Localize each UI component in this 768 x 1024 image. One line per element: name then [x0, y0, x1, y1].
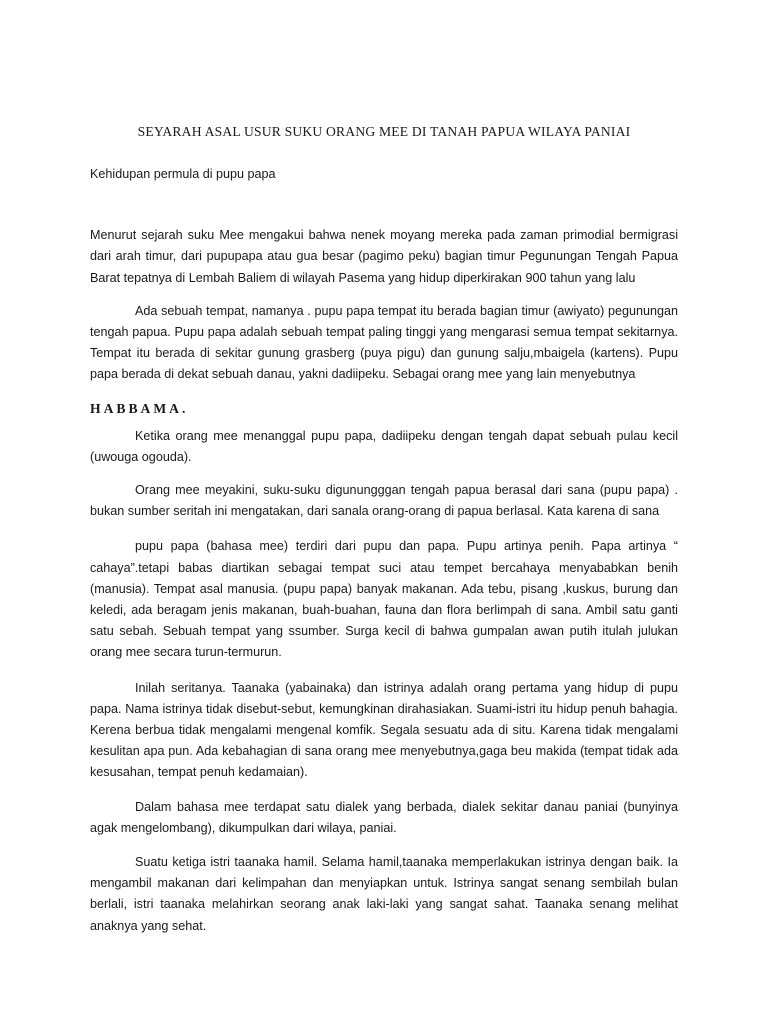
paragraph-dialect: Dalam bahasa mee terdapat satu dialek yang berbada, dialek sekitar danau paniai (bunyinya agak mengelombang), dikumpulkan dari wilaya, paniai.: [90, 799, 678, 835]
document-title: SEYARAH ASAL USUR SUKU ORANG MEE DI TANAH PAPUA WILAYA PANIAI: [137, 124, 631, 139]
paragraph-origin-belief: Orang mee meyakini, suku-suku digunungggan tengah papua berasal dari sana (pupu papa) . bukan sumber seritah ini mengatakan, dari sanala orang-orang di papua berlasal. Kata karena di sana: [90, 483, 678, 519]
paragraph-pupu-papa-location: Ada sebuah tempat, namanya . pupu papa tempat itu berada bagian timur (awiyato) pegunungan tengah papua. Pupu papa adalah sebuah tempat paling tinggi yang mengarasi semua tempat sekitarnya. Tempat itu berada di sekitar gunung grasberg (puya pigu) dan gunung salju,mbaigela (kartens). Pupu papa berada di dekat sebuah danau, yakni dadiipeku. Sebagai orang mee yang lain menyebutnya: [90, 303, 678, 382]
paragraph-story: Inilah seritanya. Taanaka (yabainaka) dan istrinya adalah orang pertama yang hidup di pupu papa. Nama istrinya tidak disebut-sebut, kemungkinan dirahasiakan. Suami-istri itu hidup penuh bahagia. Kerena berbua tidak mengalami mengenal komfik. Segala sesuatu ada di situ. Karena tidak mengalami kesulitan apa pun. Ada kebahagian di sana orang mee menyebutnya,gaga beu makida (tempat tidak ada kesusahan, tempat penuh kedamaian).: [90, 680, 678, 780]
document-subtitle: Kehidupan permula di pupu papa: [90, 167, 276, 181]
section-heading: HABBAMA.: [90, 400, 189, 416]
document-body: [90, 120, 678, 937]
paragraph-birth: Suatu ketiga istri taanaka hamil. Selama hamil,taanaka memperlakukan istrinya dengan baik. Ia mengambil makanan dari kelimpahan dan menyiapkan untuk. Istrinya sangat senang sembilah bulan berlali, istri taanaka melahirkan seorang anak laki-laki yang sangat sahat. Taanaka senang melihat anaknya yang sehat.: [90, 855, 678, 933]
paragraph-migration: Menurut sejarah suku Mee mengakui bahwa nenek moyang mereka pada zaman primodial bermigrasi dari arah timur, dari pupupapa atau gua besar (pagimo peku) bagian timur Pegunungan Tengah Papua Barat tepatnya di Lembah Baliem di wilayah Pasema yang hidup diperkirakan 900 tahun yang lalu: [90, 228, 678, 285]
paragraph-meaning: pupu papa (bahasa mee) terdiri dari pupu dan papa. Pupu artinya penih. Papa artinya “ cahaya”.tetapi babas diartikan sebagai tempat suci atau tempet bercahaya menyababkan benih (manusia). Tempat asal manusia. (pupu papa) banyak makanan. Ada tebu, pisang ,kuskus, burung dan keledi, ada beragam jenis makanan, buah-buahan, fauna dan flora berlimpah di sana. Ambil satu ganti satu sebah. Sebuah tempat yang ssumber. Surga kecil di bahwa gumpalan awan putih itulah julukan orang mee secara turun-termurun.: [90, 539, 678, 660]
paragraph-island: Ketika orang mee menanggal pupu papa, dadiipeku dengan tengah dapat sebuah pulau kecil (uwouga ogouda).: [90, 428, 678, 464]
